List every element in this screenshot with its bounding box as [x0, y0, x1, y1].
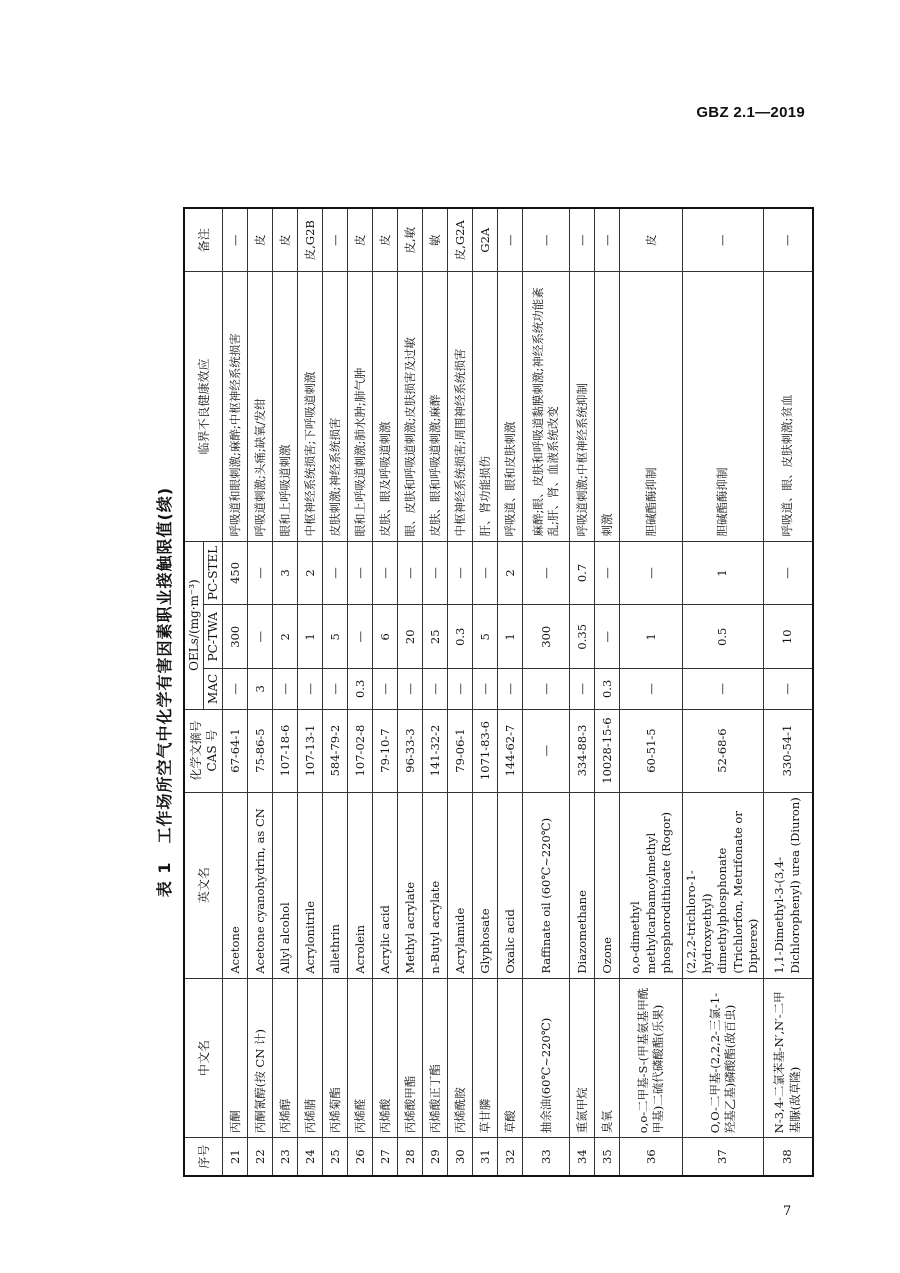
- cell-cas: 144-62-7: [498, 709, 523, 792]
- cell-effect: 皮肤、眼和呼吸道刺激;麻醉: [423, 272, 448, 541]
- cell-cn-name: 丙酮氰醇(按 CN 计): [248, 978, 273, 1138]
- cell-cas: 60-51-5: [620, 709, 683, 792]
- cell-note: 敏: [423, 208, 448, 272]
- cell-en-name: Acrylic acid: [373, 792, 398, 978]
- cell-note: —: [223, 208, 248, 272]
- cell-pc-stel: 450: [223, 541, 248, 605]
- cell-en-name: Acrylamide: [448, 792, 473, 978]
- cell-pc-stel: —: [595, 541, 620, 605]
- cell-no: 26: [348, 1138, 373, 1176]
- cell-no: 33: [523, 1138, 570, 1176]
- cell-cas: 75-86-5: [248, 709, 273, 792]
- table-row: [298, 208, 323, 1176]
- header-pc-stel: PC-STEL: [204, 541, 223, 605]
- cell-en-name: Ozone: [595, 792, 620, 978]
- cell-pc-twa: 10: [763, 605, 813, 669]
- cell-cas: 79-10-7: [373, 709, 398, 792]
- rotated-table-page: [147, 207, 807, 1177]
- cell-pc-stel: —: [763, 541, 813, 605]
- table-row: [373, 208, 398, 1176]
- caption-title: 工作场所空气中化学有害因素职业接触限值(续): [155, 486, 174, 844]
- cell-pc-twa: 300: [223, 605, 248, 669]
- table-row: [448, 208, 473, 1176]
- cell-cas: 1071-83-6: [473, 709, 498, 792]
- cell-pc-twa: —: [248, 605, 273, 669]
- cell-pc-twa: 20: [398, 605, 423, 669]
- oel-table: [183, 207, 814, 1177]
- header-cas: 化学文摘号 CAS 号: [184, 709, 223, 792]
- cell-cas: 96-33-3: [398, 709, 423, 792]
- cell-cas: 79-06-1: [448, 709, 473, 792]
- cell-mac: —: [373, 669, 398, 709]
- cell-pc-twa: 0.3: [448, 605, 473, 669]
- cell-cn-name: 丙烯醛: [348, 978, 373, 1138]
- header-effect: 临界不良健康效应: [184, 272, 223, 541]
- cell-effect: 麻醉;眼、皮肤和呼吸道黏膜刺激;神经系统功能紊乱;肝、肾、血液系统改变: [523, 272, 570, 541]
- caption-label: 表 1: [155, 861, 174, 898]
- table-row: [398, 208, 423, 1176]
- cell-mac: —: [423, 669, 448, 709]
- cell-note: 皮: [248, 208, 273, 272]
- cell-no: 38: [763, 1138, 813, 1176]
- cell-en-name: Acetone cyanohydrin, as CN: [248, 792, 273, 978]
- cell-pc-stel: —: [620, 541, 683, 605]
- header-mac: MAC: [204, 669, 223, 709]
- cell-en-name: Acrylonitrile: [298, 792, 323, 978]
- cell-note: —: [595, 208, 620, 272]
- cell-mac: —: [498, 669, 523, 709]
- cell-no: 32: [498, 1138, 523, 1176]
- header-oels: OELs/(mg·m⁻³): [184, 541, 204, 709]
- cell-effect: 呼吸道刺激;头痛;缺氧/发绀: [248, 272, 273, 541]
- table-row: [248, 208, 273, 1176]
- header-en-name: 英文名: [184, 792, 223, 978]
- cell-effect: 胆碱酯酶抑制: [683, 272, 764, 541]
- cell-pc-stel: —: [248, 541, 273, 605]
- cell-pc-twa: 0.35: [570, 605, 595, 669]
- cell-mac: —: [473, 669, 498, 709]
- cell-pc-twa: 6: [373, 605, 398, 669]
- cell-pc-stel: 2: [498, 541, 523, 605]
- table-row: [348, 208, 373, 1176]
- cell-effect: 呼吸道、眼、皮肤刺激;贫血: [763, 272, 813, 541]
- cell-cn-name: 丙酮: [223, 978, 248, 1138]
- cell-en-name: Allyl alcohol: [273, 792, 298, 978]
- cell-note: —: [763, 208, 813, 272]
- cell-note: —: [683, 208, 764, 272]
- cell-effect: 呼吸道刺激;中枢神经系统抑制: [570, 272, 595, 541]
- header-note: 备注: [184, 208, 223, 272]
- cell-mac: 3: [248, 669, 273, 709]
- cell-no: 24: [298, 1138, 323, 1176]
- cell-en-name: Methyl acrylate: [398, 792, 423, 978]
- header-cn-name: 中文名: [184, 978, 223, 1138]
- cell-effect: 呼吸道、眼和皮肤刺激: [498, 272, 523, 541]
- table-row: [223, 208, 248, 1176]
- cell-pc-twa: 0.5: [683, 605, 764, 669]
- cell-no: 25: [323, 1138, 348, 1176]
- cell-no: 37: [683, 1138, 764, 1176]
- cell-effect: 胆碱酯酶抑制: [620, 272, 683, 541]
- cell-effect: 眼和上呼吸道刺激;肺水肿;肺气肿: [348, 272, 373, 541]
- cell-cas: 584-79-2: [323, 709, 348, 792]
- cell-cas: —: [523, 709, 570, 792]
- cell-pc-twa: 1: [298, 605, 323, 669]
- cell-note: 皮,G2B: [298, 208, 323, 272]
- cell-pc-stel: —: [473, 541, 498, 605]
- cell-mac: —: [398, 669, 423, 709]
- cell-cn-name: O,O-二甲基-(2,2,2-三氯-1-羟基乙基)磷酸酯(敌百虫): [683, 978, 764, 1138]
- cell-pc-twa: 1: [498, 605, 523, 669]
- cell-en-name: (2,2,2-trichloro-1-hydroxyethyl) dimethylphosphonate (Trichlorfon, Metrifonate or Dipterex): [683, 792, 764, 978]
- cell-effect: 眼、皮肤和呼吸道刺激;皮肤损害及过敏: [398, 272, 423, 541]
- cell-pc-twa: 1: [620, 605, 683, 669]
- cell-pc-twa: 300: [523, 605, 570, 669]
- cell-mac: 0.3: [595, 669, 620, 709]
- cell-mac: —: [223, 669, 248, 709]
- cell-en-name: allethrin: [323, 792, 348, 978]
- cell-note: 皮: [373, 208, 398, 272]
- cell-cn-name: 丙烯酰胺: [448, 978, 473, 1138]
- cell-note: 皮: [348, 208, 373, 272]
- cell-no: 21: [223, 1138, 248, 1176]
- cell-cas: 330-54-1: [763, 709, 813, 792]
- table-body: [223, 208, 813, 1176]
- table-row: [595, 208, 620, 1176]
- cell-effect: 肝、肾功能损伤: [473, 272, 498, 541]
- table-row: [683, 208, 764, 1176]
- cell-pc-stel: —: [523, 541, 570, 605]
- cell-cn-name: 丙烯腈: [298, 978, 323, 1138]
- table-row: [273, 208, 298, 1176]
- cell-cn-name: o,o-二甲基-S-(甲基氨基甲酰甲基)二硫代磷酸酯(乐果): [620, 978, 683, 1138]
- table-row: [523, 208, 570, 1176]
- cell-cas: 67-64-1: [223, 709, 248, 792]
- cell-cn-name: 丙烯酸正丁酯: [423, 978, 448, 1138]
- cell-effect: 皮肤刺激;神经系统损害: [323, 272, 348, 541]
- cell-pc-stel: 3: [273, 541, 298, 605]
- cell-pc-stel: 1: [683, 541, 764, 605]
- cell-en-name: o,o-dimethyl methylcarbamoylmethyl phosphorodithioate (Rogor): [620, 792, 683, 978]
- cell-no: 36: [620, 1138, 683, 1176]
- cell-no: 31: [473, 1138, 498, 1176]
- cell-note: 皮,敏: [398, 208, 423, 272]
- cell-note: G2A: [473, 208, 498, 272]
- cell-cn-name: 丙烯醇: [273, 978, 298, 1138]
- cell-no: 27: [373, 1138, 398, 1176]
- cell-en-name: 1,1-Dimethyl-3-(3,4-Dichlorophenyl) urea (Diuron): [763, 792, 813, 978]
- cell-pc-stel: 0.7: [570, 541, 595, 605]
- cell-no: 22: [248, 1138, 273, 1176]
- cell-en-name: Oxalic acid: [498, 792, 523, 978]
- table-row: [570, 208, 595, 1176]
- cell-cas: 334-88-3: [570, 709, 595, 792]
- cell-cn-name: 丙烯酸: [373, 978, 398, 1138]
- table-row: [620, 208, 683, 1176]
- cell-mac: —: [683, 669, 764, 709]
- cell-cn-name: 草酸: [498, 978, 523, 1138]
- cell-cas: 141-32-2: [423, 709, 448, 792]
- table-row: [423, 208, 448, 1176]
- cell-effect: 中枢神经系统损害;下呼吸道刺激: [298, 272, 323, 541]
- cell-pc-stel: —: [348, 541, 373, 605]
- cell-note: —: [498, 208, 523, 272]
- cell-pc-twa: 25: [423, 605, 448, 669]
- cell-mac: —: [448, 669, 473, 709]
- cell-cas: 10028-15-6: [595, 709, 620, 792]
- cell-pc-twa: —: [348, 605, 373, 669]
- table-row: [323, 208, 348, 1176]
- cell-pc-twa: 2: [273, 605, 298, 669]
- cell-cn-name: 臭氧: [595, 978, 620, 1138]
- cell-pc-stel: —: [398, 541, 423, 605]
- table-row: [763, 208, 813, 1176]
- cell-note: 皮: [273, 208, 298, 272]
- cell-mac: —: [273, 669, 298, 709]
- cell-cn-name: 草甘膦: [473, 978, 498, 1138]
- cell-note: 皮: [620, 208, 683, 272]
- cell-pc-stel: —: [373, 541, 398, 605]
- cell-cn-name: 丙烯酸甲酯: [398, 978, 423, 1138]
- table-caption: [147, 207, 183, 1177]
- cell-cn-name: N-3,4-二氯苯基-N′,N′-二甲基脲(敌草隆): [763, 978, 813, 1138]
- cell-cas: 107-02-8: [348, 709, 373, 792]
- table-row: [498, 208, 523, 1176]
- cell-no: 30: [448, 1138, 473, 1176]
- cell-cas: 107-18-6: [273, 709, 298, 792]
- cell-cn-name: 抽余油(60℃~220℃): [523, 978, 570, 1138]
- cell-cn-name: 重氮甲烷: [570, 978, 595, 1138]
- cell-mac: —: [620, 669, 683, 709]
- cell-en-name: Acetone: [223, 792, 248, 978]
- cell-pc-twa: 5: [473, 605, 498, 669]
- cell-effect: 皮肤、眼及呼吸道刺激: [373, 272, 398, 541]
- cell-cas: 107-13-1: [298, 709, 323, 792]
- page-number: 7: [783, 1204, 792, 1219]
- cell-note: —: [523, 208, 570, 272]
- cell-no: 28: [398, 1138, 423, 1176]
- cell-mac: —: [523, 669, 570, 709]
- cell-effect: 眼和上呼吸道刺激: [273, 272, 298, 541]
- standard-code: GBZ 2.1—2019: [696, 104, 805, 121]
- cell-pc-stel: —: [423, 541, 448, 605]
- cell-mac: —: [570, 669, 595, 709]
- cell-pc-stel: 2: [298, 541, 323, 605]
- cell-cas: 52-68-6: [683, 709, 764, 792]
- cell-effect: 中枢神经系统损害;周围神经系统损害: [448, 272, 473, 541]
- cell-note: 皮,G2A: [448, 208, 473, 272]
- cell-note: —: [323, 208, 348, 272]
- cell-pc-stel: —: [323, 541, 348, 605]
- header-no: 序号: [184, 1138, 223, 1176]
- cell-mac: —: [323, 669, 348, 709]
- cell-no: 29: [423, 1138, 448, 1176]
- cell-no: 34: [570, 1138, 595, 1176]
- cell-no: 35: [595, 1138, 620, 1176]
- cell-en-name: Raffinate oil (60℃~220℃): [523, 792, 570, 978]
- cell-mac: —: [763, 669, 813, 709]
- header-pc-twa: PC-TWA: [204, 605, 223, 669]
- cell-effect: 刺激: [595, 272, 620, 541]
- cell-en-name: n-Butyl acrylate: [423, 792, 448, 978]
- cell-cn-name: 丙烯菊酯: [323, 978, 348, 1138]
- cell-mac: 0.3: [348, 669, 373, 709]
- cell-effect: 呼吸道和眼刺激;麻醉;中枢神经系统损害: [223, 272, 248, 541]
- cell-no: 23: [273, 1138, 298, 1176]
- cell-en-name: Diazomethane: [570, 792, 595, 978]
- table-row: [473, 208, 498, 1176]
- cell-pc-stel: —: [448, 541, 473, 605]
- cell-en-name: Acrolein: [348, 792, 373, 978]
- cell-note: —: [570, 208, 595, 272]
- cell-pc-twa: 5: [323, 605, 348, 669]
- cell-mac: —: [298, 669, 323, 709]
- cell-en-name: Glyphosate: [473, 792, 498, 978]
- cell-pc-twa: —: [595, 605, 620, 669]
